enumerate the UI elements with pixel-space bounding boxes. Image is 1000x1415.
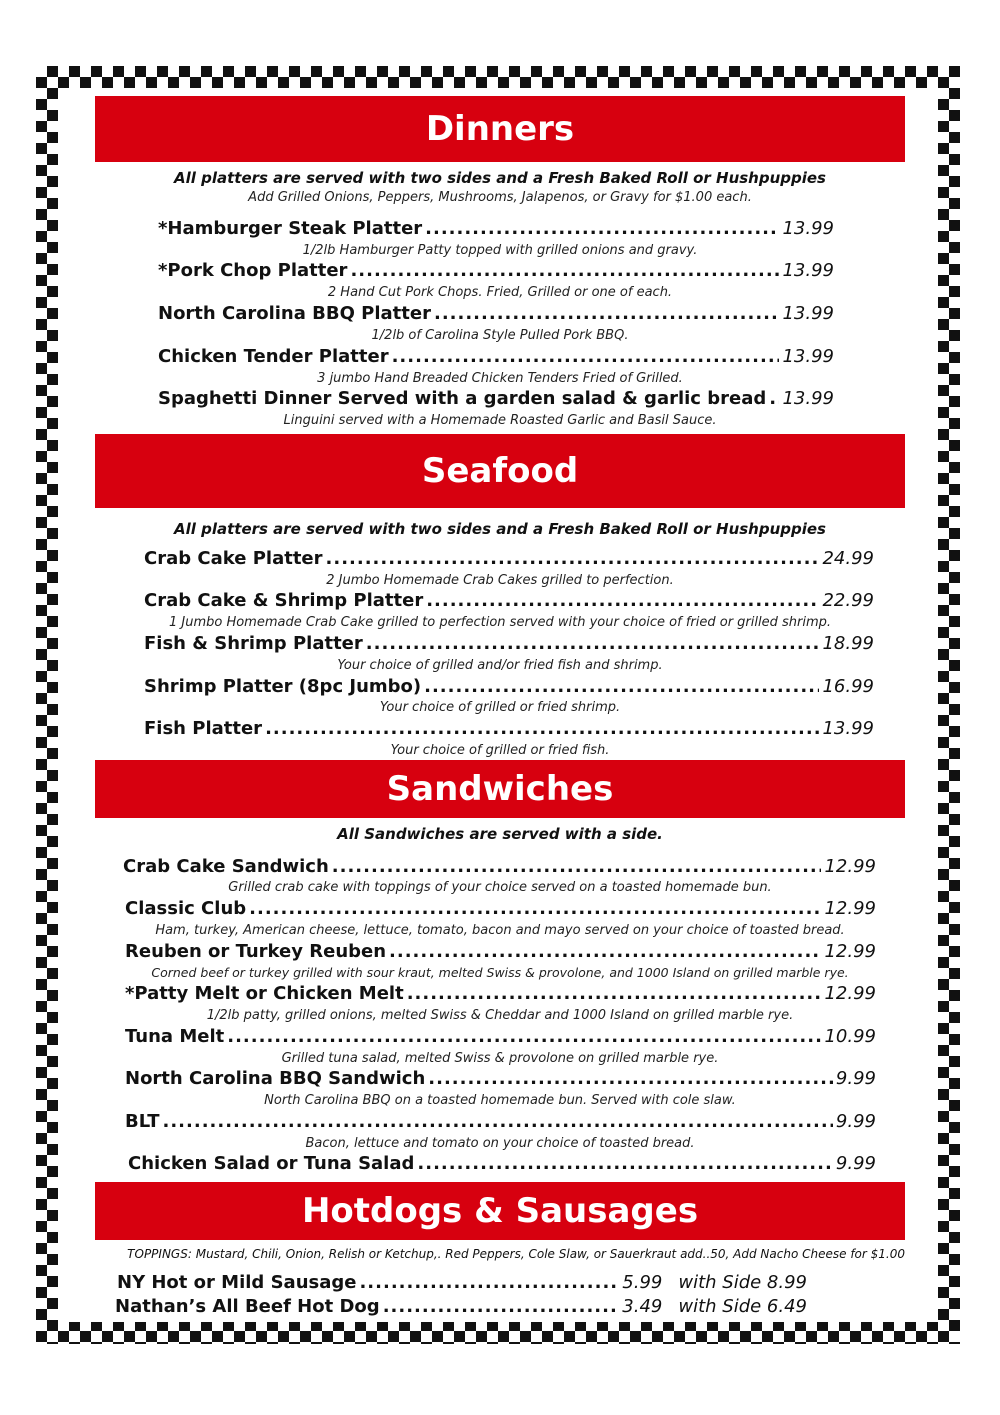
menu-item — [158, 346, 834, 367]
item-price: 9.99 — [835, 1068, 876, 1089]
dinners-banner: Dinners — [95, 96, 905, 162]
item-name: Crab Cake Sandwich — [123, 856, 329, 877]
hotdogs-banner: Hotdogs & Sausages — [95, 1182, 905, 1240]
item-price: 13.99 — [782, 218, 834, 239]
menu-item — [158, 388, 834, 409]
item-price: 12.99 — [824, 898, 876, 919]
item-description: Corned beef or turkey grilled with sour kraut, melted Swiss & provolone, and 1000 Island on grilled marble rye. — [151, 965, 849, 980]
menu-item — [158, 260, 834, 281]
leader-dots — [350, 260, 779, 281]
item-name: Spaghetti Dinner Served with a garden salad & garlic bread — [158, 388, 767, 409]
item-description: Bacon, lettuce and tomato on your choice of toasted bread. — [305, 1136, 695, 1151]
item-price: 16.99 — [822, 676, 874, 697]
item-price: 22.99 — [822, 590, 874, 611]
leader-dots — [383, 1296, 620, 1317]
dinners-subnote: Add Grilled Onions, Peppers, Mushrooms, Jalapenos, or Gravy for $1.00 each. — [248, 190, 752, 205]
item-price: 12.99 — [824, 941, 876, 962]
item-description: Your choice of grilled or fried fish. — [390, 743, 610, 758]
item-description: Ham, turkey, American cheese, lettuce, tomato, bacon and mayo served on your choice of toasted bread. — [155, 923, 845, 938]
menu-item — [144, 590, 874, 611]
item-name: Classic Club — [125, 898, 247, 919]
item-name: Nathan’s All Beef Hot Dog — [115, 1296, 380, 1317]
menu-item — [125, 983, 876, 1004]
menu-item — [144, 548, 874, 569]
item-price: 9.99 — [835, 1111, 876, 1132]
item-price: 18.99 — [822, 633, 874, 654]
leader-dots — [392, 346, 780, 367]
item-price: 10.99 — [824, 1026, 876, 1047]
item-description: Your choice of grilled or fried shrimp. — [379, 700, 621, 715]
leader-dots — [163, 1111, 833, 1132]
item-price: 24.99 — [822, 548, 874, 569]
item-price: 13.99 — [782, 388, 834, 409]
item-name: Chicken Tender Platter — [158, 346, 389, 367]
leader-dots — [249, 898, 821, 919]
item-description: 2 Hand Cut Pork Chops. Fried, Grilled or one of each. — [327, 285, 673, 300]
item-price: 3.49 — [622, 1296, 663, 1317]
toppings-note: TOPPINGS: Mustard, Chili, Onion, Relish or Ketchup,. Red Peppers, Cole Slaw, or Sauerkraut add..50, Add Nacho Cheese for $1.00 — [127, 1247, 905, 1261]
menu-item — [144, 676, 874, 697]
item-name: North Carolina BBQ Platter — [158, 303, 431, 324]
item-name: Reuben or Turkey Reuben — [125, 941, 387, 962]
menu-item — [144, 718, 874, 739]
item-name: NY Hot or Mild Sausage — [117, 1272, 357, 1293]
item-name: North Carolina BBQ Sandwich — [125, 1068, 426, 1089]
menu-item — [125, 941, 876, 962]
item-description: 1/2lb patty, grilled onions, melted Swiss & Cheddar and 1000 Island on grilled marble rye. — [206, 1008, 794, 1023]
menu-item — [125, 1068, 876, 1089]
item-name: Crab Cake Platter — [144, 548, 323, 569]
leader-dots — [389, 941, 821, 962]
menu-item — [158, 218, 834, 239]
item-name: *Pork Chop Platter — [158, 260, 348, 281]
leader-dots — [407, 983, 822, 1004]
menu-item — [123, 856, 876, 877]
leader-dots — [359, 1272, 619, 1293]
item-description: North Carolina BBQ on a toasted homemade bun. Served with cole slaw. — [264, 1093, 736, 1108]
item-name: Fish & Shrimp Platter — [144, 633, 363, 654]
leader-dots — [434, 303, 779, 324]
item-description: Linguini served with a Homemade Roasted Garlic and Basil Sauce. — [283, 413, 717, 428]
menu-item — [125, 898, 876, 919]
side-price: with Side 6.49 — [678, 1296, 807, 1317]
item-description: 1 Jumbo Homemade Crab Cake grilled to perfection served with your choice of fried or grilled shrimp. — [168, 615, 832, 630]
item-name: *Hamburger Steak Platter — [158, 218, 423, 239]
item-description: 1/2lb of Carolina Style Pulled Pork BBQ. — [371, 328, 629, 343]
item-price: 13.99 — [782, 260, 834, 281]
item-price: 12.99 — [824, 856, 876, 877]
item-price: 12.99 — [824, 983, 876, 1004]
item-description: Grilled tuna salad, melted Swiss & provolone on grilled marble rye. — [281, 1051, 719, 1066]
seafood-banner: Seafood — [95, 434, 905, 508]
leader-dots — [332, 856, 822, 877]
item-name: BLT — [125, 1111, 160, 1132]
menu-item — [125, 1111, 876, 1132]
menu-item — [128, 1153, 876, 1174]
item-name: *Patty Melt or Chicken Melt — [125, 983, 404, 1004]
leader-dots — [417, 1153, 833, 1174]
leader-dots — [265, 718, 819, 739]
leader-dots — [366, 633, 820, 654]
leader-dots — [428, 1068, 833, 1089]
menu-item — [144, 633, 874, 654]
leader-dots — [425, 218, 779, 239]
item-name: Crab Cake & Shrimp Platter — [144, 590, 424, 611]
item-name: Shrimp Platter (8pc Jumbo) — [144, 676, 422, 697]
sandwiches-banner: Sandwiches — [95, 760, 905, 818]
item-description: 2 Jumbo Homemade Crab Cakes grilled to perfection. — [326, 573, 674, 588]
sandwiches-note: All Sandwiches are served with a side. — [337, 825, 663, 843]
leader-dots — [426, 590, 819, 611]
menu-item — [115, 1296, 807, 1317]
item-price: 5.99 — [622, 1272, 663, 1293]
leader-dots — [424, 676, 819, 697]
menu-item — [125, 1026, 876, 1047]
menu-item — [158, 303, 834, 324]
leader-dots — [326, 548, 820, 569]
seafood-note: All platters are served with two sides and a Fresh Baked Roll or Hushpuppies — [173, 520, 826, 538]
menu-item — [117, 1272, 807, 1293]
item-description: Your choice of grilled and/or fried fish and shrimp. — [337, 658, 663, 673]
item-description: 3 jumbo Hand Breaded Chicken Tenders Fried of Grilled. — [317, 371, 683, 386]
side-price: with Side 8.99 — [678, 1272, 807, 1293]
leader-dots — [769, 388, 779, 409]
item-price: 13.99 — [782, 346, 834, 367]
item-description: 1/2lb Hamburger Patty topped with grilled onions and gravy. — [302, 243, 698, 258]
item-price: 9.99 — [835, 1153, 876, 1174]
leader-dots — [227, 1026, 821, 1047]
dinners-note: All platters are served with two sides and a Fresh Baked Roll or Hushpuppies — [173, 169, 826, 187]
item-price: 13.99 — [782, 303, 834, 324]
item-description: Grilled crab cake with toppings of your choice served on a toasted homemade bun. — [228, 880, 772, 895]
item-price: 13.99 — [822, 718, 874, 739]
item-name: Fish Platter — [144, 718, 263, 739]
item-name: Tuna Melt — [125, 1026, 225, 1047]
item-name: Chicken Salad or Tuna Salad — [128, 1153, 415, 1174]
